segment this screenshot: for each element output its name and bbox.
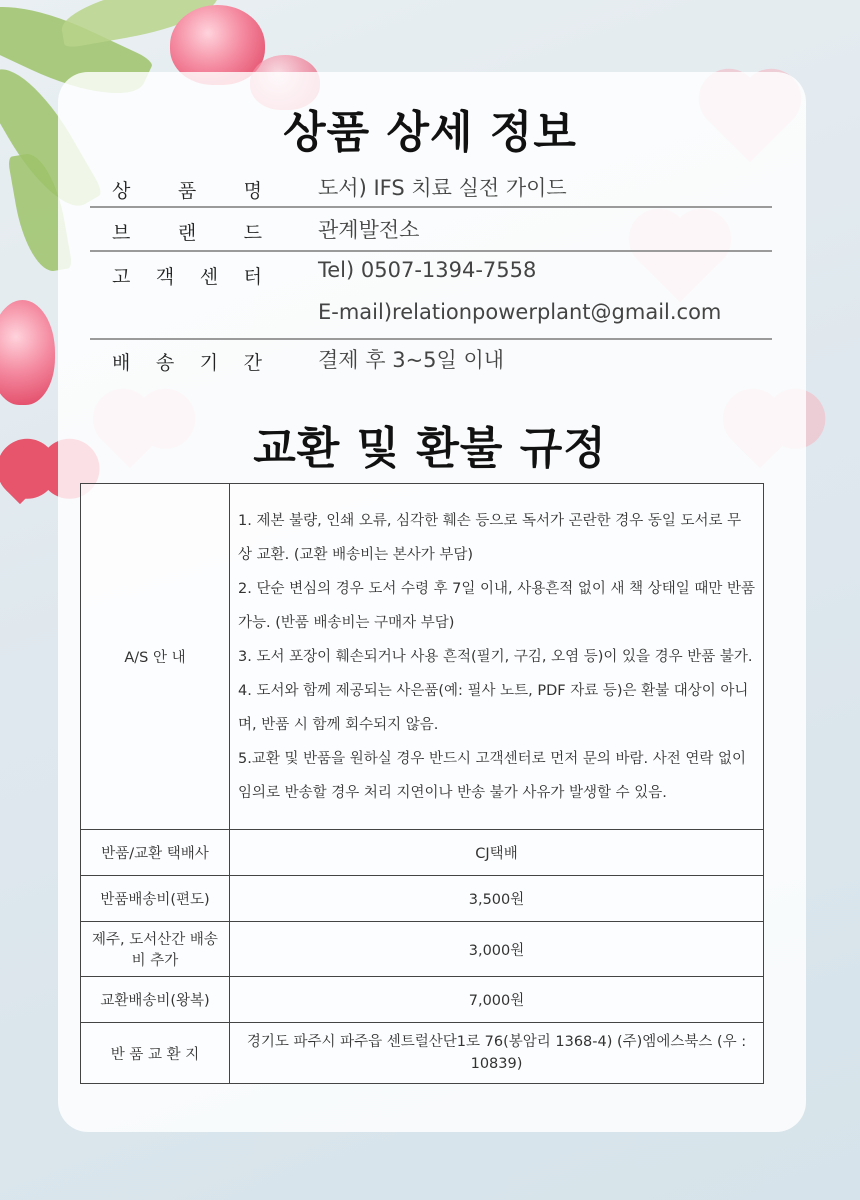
- info-row-product: [90, 172, 772, 206]
- customer-phone: Tel) 0507-1394-7558: [318, 258, 537, 282]
- table-row: [81, 977, 764, 1023]
- delivery-period: 결제 후 3~5일 이내: [318, 348, 505, 372]
- product-name: 도서) IFS 치료 실전 가이드: [318, 176, 567, 200]
- customer-email: E-mail)relationpowerplant@gmail.com: [318, 300, 722, 324]
- tulip-decoration: [0, 300, 55, 405]
- row-label: 제주, 도서산간 배송비 추가: [81, 922, 230, 977]
- as-item: 4. 도서와 함께 제공되는 사은품(예: 필사 노트, PDF 자료 등)은 환불 대상이 아니며, 반품 시 함께 회수되지 않음.: [238, 682, 749, 733]
- policy-table: [80, 483, 764, 1084]
- row-label: 반품배송비(편도): [81, 876, 230, 922]
- brand-name: 관계발전소: [318, 218, 420, 242]
- info-label: 상 품 명: [112, 180, 262, 202]
- info-row-customer-center: [90, 258, 772, 336]
- row-label: 반 품 교 환 지: [81, 1023, 230, 1084]
- as-label: A/S 안 내: [81, 484, 230, 830]
- info-label: 고 객 센 터: [112, 266, 262, 288]
- row-value: 3,000원: [230, 922, 764, 977]
- as-item: 3. 도서 포장이 훼손되거나 사용 흔적(필기, 구김, 오염 등)이 있을 경우 반품 불가.: [238, 648, 753, 665]
- as-content: [230, 484, 764, 830]
- as-item: 5.교환 및 반품을 원하실 경우 반드시 고객센터로 먼저 문의 바람. 사전 연락 없이 임의로 반송할 경우 처리 지연이나 반송 불가 사유가 발생할 수 있음.: [238, 750, 746, 801]
- return-address: 경기도 파주시 파주읍 센트럴산단1로 76(봉암리 1368-4) (주)엠에스북스 (우 : 10839): [230, 1023, 764, 1084]
- as-item: 1. 제본 불량, 인쇄 오류, 심각한 훼손 등으로 독서가 곤란한 경우 동일 도서로 무상 교환. (교환 배송비는 본사가 부담): [238, 512, 742, 563]
- divider: [90, 338, 772, 340]
- row-value: 7,000원: [230, 977, 764, 1023]
- row-label: 반품/교환 택배사: [81, 830, 230, 876]
- heart-decoration: [6, 476, 34, 504]
- row-value: CJ택배: [230, 830, 764, 876]
- info-row-delivery: [90, 344, 772, 378]
- info-row-brand: [90, 214, 772, 248]
- info-label: 브 랜 드: [112, 222, 262, 244]
- table-row: [81, 484, 764, 830]
- divider: [90, 206, 772, 208]
- info-label: 배 송 기 간: [112, 352, 262, 374]
- divider: [90, 250, 772, 252]
- policy-title: 교환 및 환불 규정: [253, 423, 607, 474]
- table-row: [81, 876, 764, 922]
- row-label: 교환배송비(왕복): [81, 977, 230, 1023]
- table-row: [81, 1023, 764, 1084]
- as-item: 2. 단순 변심의 경우 도서 수령 후 7일 이내, 사용흔적 없이 새 책 상태일 때만 반품가능. (반품 배송비는 구매자 부담): [238, 580, 756, 631]
- page-title: 상품 상세 정보: [283, 107, 577, 158]
- row-value: 3,500원: [230, 876, 764, 922]
- table-row: [81, 922, 764, 977]
- table-row: [81, 830, 764, 876]
